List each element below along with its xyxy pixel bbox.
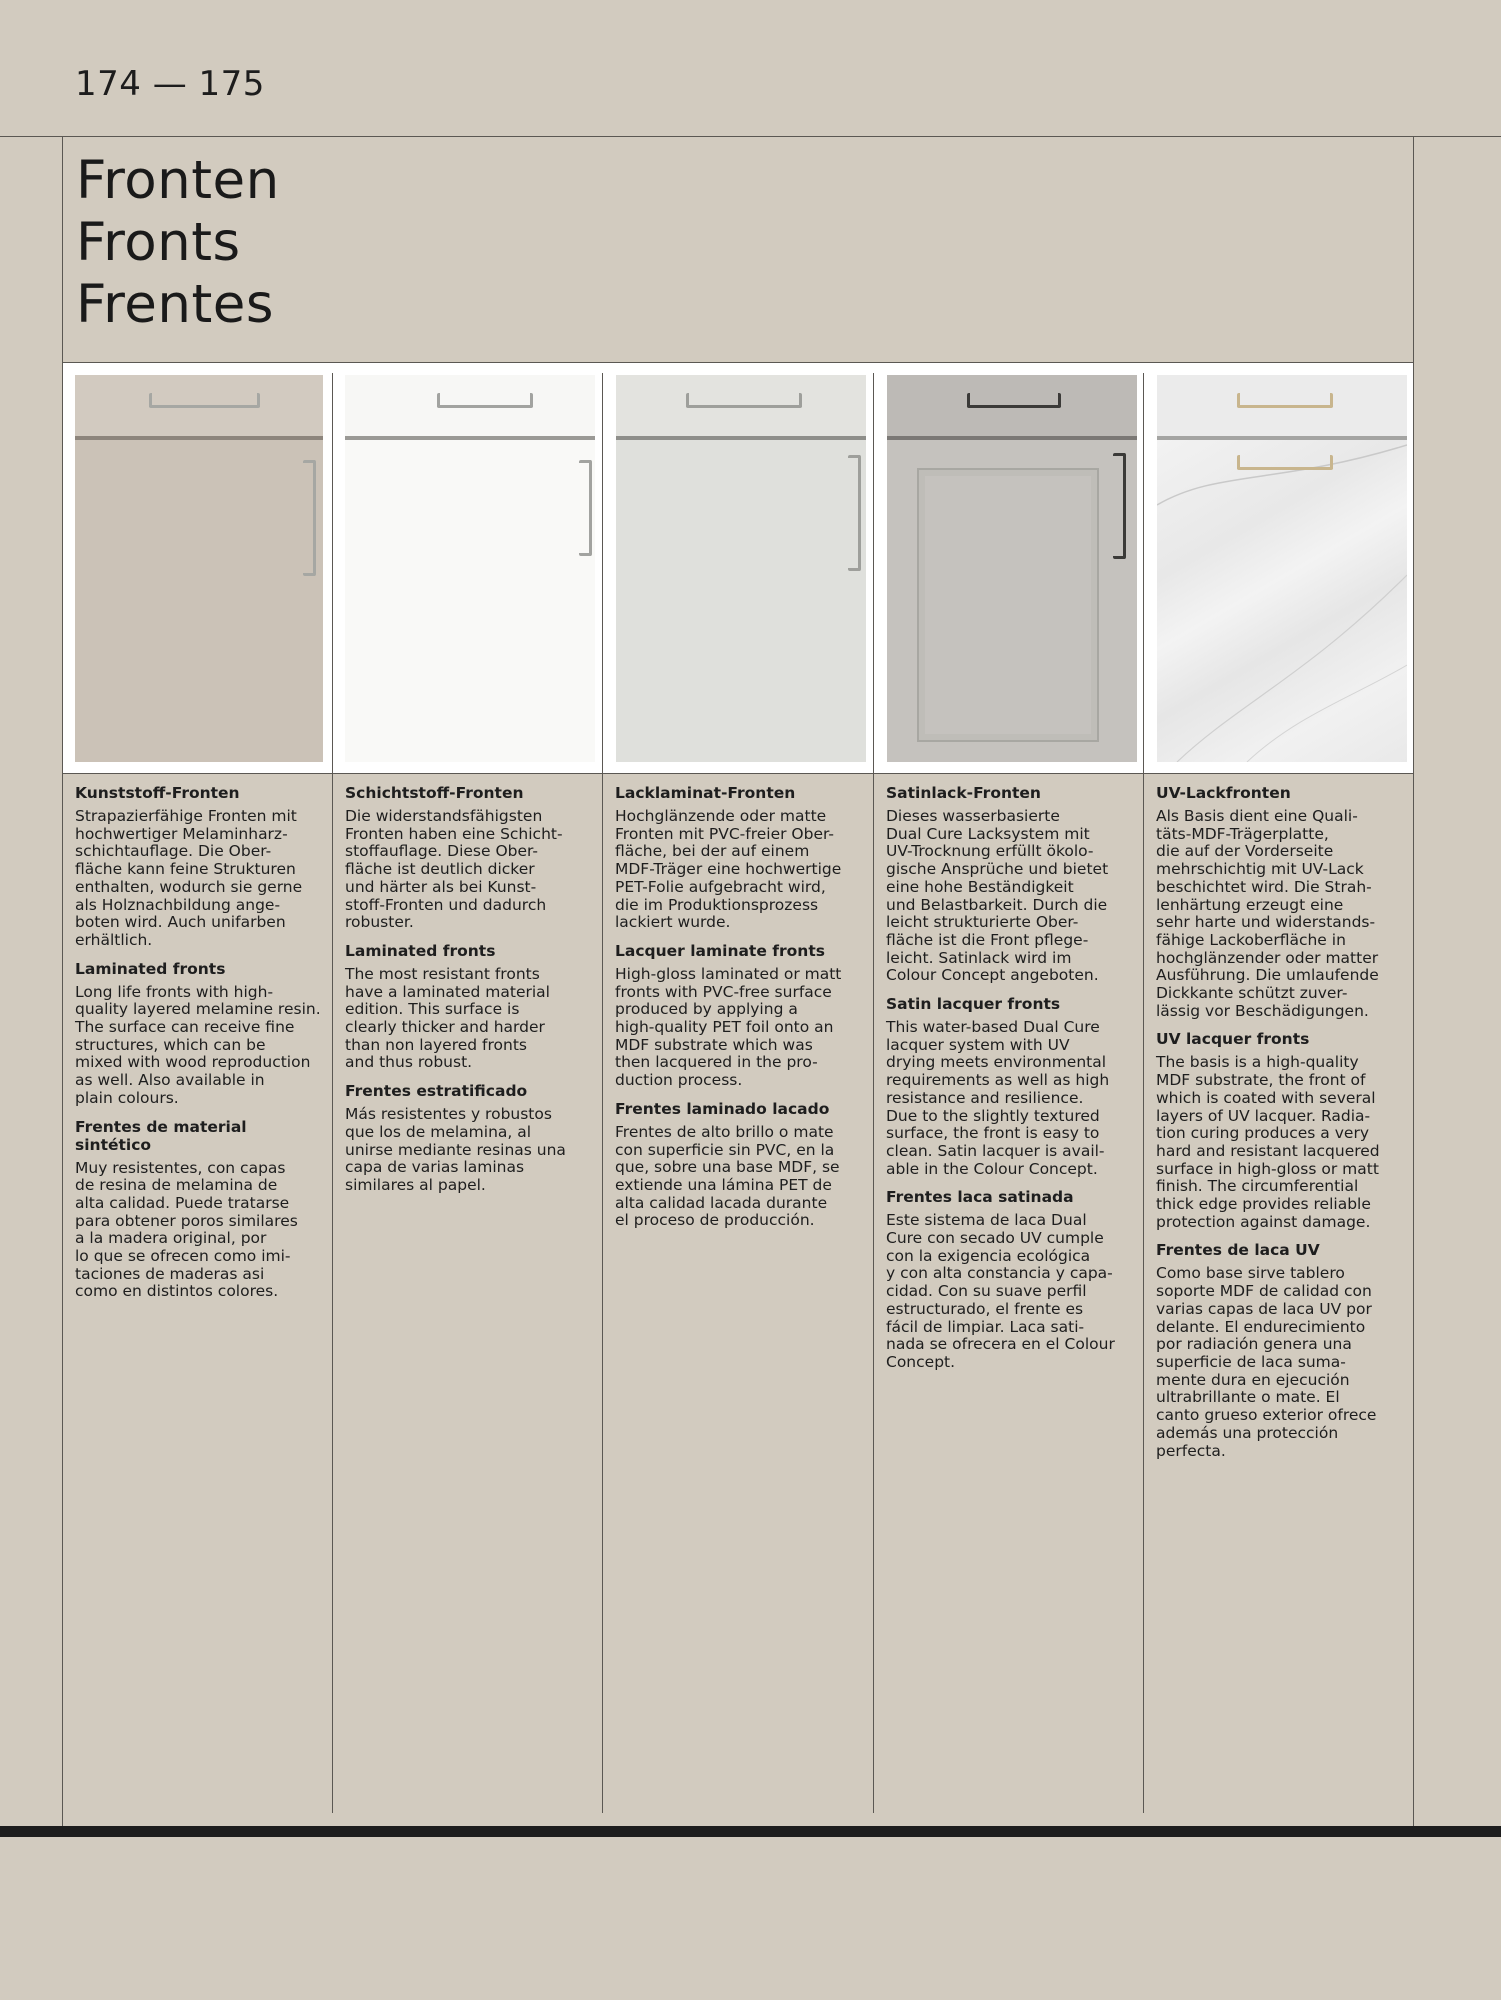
heading-en: Laminated fronts	[345, 941, 496, 960]
heading-es: Frentes laca satinada	[886, 1188, 1074, 1207]
handle-icon	[1237, 393, 1333, 408]
column-satinlack	[886, 784, 1132, 1382]
handle-icon	[579, 460, 592, 556]
heading-de: Schichtstoff-Fronten	[345, 784, 524, 802]
heading-de: Satinlack-Fronten	[886, 784, 1041, 802]
heading-en: UV lacquer fronts	[1156, 1030, 1310, 1049]
body-es: Como base sirve tablero soporte MDF de calidad con varias capas de laca UV por delante. El endurecimiento por radiación genera una superficie de laca suma- mente dura en ejecución ultrabrillante o mate. El canto grueso exterior ofrece además una protección perfecta.	[1156, 1264, 1377, 1460]
column-schichtstoff	[345, 784, 591, 1205]
body-es: Más resistentes y robustos que los de melamina, al unirse mediante resinas una capa de varias laminas similares al papel.	[345, 1105, 566, 1194]
heading-de: Kunststoff-Fronten	[75, 784, 240, 802]
marble-veins	[1157, 375, 1407, 762]
body-de: Strapazierfähige Fronten mit hochwertiger Melaminharz- schichtauflage. Die Ober- fläche kann feine Strukturen enthalten, wodurch sie gerne als Holznachbildung ange- boten wird. Auch unifarben erhältlich.	[75, 807, 303, 949]
body-es: Frentes de alto brillo o mate con superficie sin PVC, en la que, sobre una base MDF, se extiende una lámina PET de alta calidad lacada durante el proceso de producción.	[615, 1122, 840, 1230]
body-en: High-gloss laminated or matt fronts with PVC-free surface produced by applying a high-quality PET foil onto an MDF substrate which was then lacquered in the pro- duction process.	[615, 964, 842, 1090]
handle-icon	[967, 393, 1061, 408]
heading-en: Lacquer laminate fronts	[615, 941, 825, 960]
top-rule	[0, 136, 1501, 137]
body-de: Die widerstandsfähigsten Fronten haben eine Schicht- stoffauflage. Diese Ober- fläche ist deutlich dicker und härter als bei Kunst- stoff-Fronten und dadurch robuster.	[345, 807, 563, 932]
front-image-schichtstoff	[345, 375, 595, 762]
column-uv-lack	[1156, 784, 1402, 1470]
front-image-kunststoff	[75, 375, 323, 762]
body-de: Hochglänzende oder matte Fronten mit PVC-freier Ober- fläche, bei der auf einem MDF-Träger eine hochwertige PET-Folie aufgebracht wird, die im Produktionsprozess lackiert wurde.	[615, 807, 842, 932]
column-divider	[873, 373, 874, 1813]
column-divider	[602, 373, 603, 1813]
heading-de: Lacklaminat-Fronten	[615, 784, 796, 802]
handle-icon	[848, 455, 861, 571]
handle-icon	[149, 393, 260, 408]
page-numbers: 174 — 175	[75, 64, 265, 104]
title-es: Frentes	[76, 274, 274, 335]
heading-es: Frentes laminado lacado	[615, 1099, 830, 1118]
heading-en: Satin lacquer fronts	[886, 995, 1061, 1014]
front-samples	[63, 363, 1413, 773]
handle-icon	[1113, 453, 1126, 559]
title-en: Fronts	[76, 212, 241, 273]
front-image-lacklaminat	[616, 375, 866, 762]
heading-de: UV-Lackfronten	[1156, 784, 1291, 802]
handle-icon	[686, 393, 802, 408]
handle-icon	[437, 393, 533, 408]
body-de: Dieses wasserbasierte Dual Cure Lacksystem mit UV-Trocknung erfüllt ökolo- gische Ansprüche und bietet eine hohe Beständigkeit und Belastbarkeit. Durch die leicht strukturierte Ober- fläche ist die Front pflege- leicht. Satinlack wird im Colour Concept angeboten.	[886, 807, 1109, 985]
heading-es: Frentes estratificado	[345, 1082, 528, 1101]
heading-es: Frentes de material sintético	[75, 1117, 247, 1154]
body-en: The basis is a high-quality MDF substrate, the front of which is coated with several layers of UV lacquer. Radia- tion curing produces a very hard and resistant lacquered surface in high-gloss or matt finish. The circumferential thick edge provides reliable protection against damage.	[1156, 1053, 1380, 1231]
front-image-satinlack	[887, 375, 1137, 762]
image-bottom-rule	[62, 773, 1414, 774]
body-en: Long life fronts with high- quality layered melamine resin. The surface can receive fine structures, which can be mixed with wood reproduction as well. Also available in plain colours.	[75, 982, 321, 1107]
body-en: This water-based Dual Cure lacquer system with UV drying meets environmental requirements as well as high resistance and resilience. Due to the slightly textured surface, the front is easy to clean. Satin lacquer is avail- able in the Colour Concept.	[886, 1018, 1110, 1178]
title-de: Fronten	[76, 150, 280, 211]
column-divider	[1143, 373, 1144, 1813]
body-es: Muy resistentes, con capas de resina de melamina de alta calidad. Puede tratarse para obtener poros similares a la madera original, por lo que se ofrecen como imi- taciones de maderas asi como en distintos colores.	[75, 1158, 298, 1301]
page-title	[76, 150, 280, 336]
bottom-bar	[0, 1826, 1501, 1837]
column-divider	[332, 373, 333, 1813]
handle-icon	[1237, 455, 1333, 470]
front-image-uv-lack	[1157, 375, 1407, 762]
heading-es: Frentes de laca UV	[1156, 1241, 1320, 1260]
door-panel	[917, 468, 1099, 742]
body-en: The most resistant fronts have a laminated material edition. This surface is clearly thicker and harder than non layered fronts and thus robust.	[345, 964, 550, 1072]
heading-en: Laminated fronts	[75, 959, 226, 978]
body-de: Als Basis dient eine Quali- täts-MDF-Trägerplatte, die auf der Vorderseite mehrschichtig mit UV-Lack beschichtet wird. Die Strah- lenhärtung erzeugt eine sehr harte und widerstands- fähige Lackoberfläche in hochglänzender oder matter Ausführung. Die umlaufende Dickkante schützt zuver- lässig vor Beschädigungen.	[1156, 807, 1379, 1020]
frame-right	[1413, 136, 1414, 1826]
body-es: Este sistema de laca Dual Cure con secado UV cumple con la exigencia ecológica y con alta constancia y capa- cidad. Con su suave perfil estructurado, el frente es fácil de limpiar. Laca sati- nada se ofrecera en el Colour Concept.	[886, 1211, 1115, 1371]
handle-icon	[303, 460, 316, 576]
column-lacklaminat	[615, 784, 861, 1240]
column-kunststoff	[75, 784, 321, 1311]
